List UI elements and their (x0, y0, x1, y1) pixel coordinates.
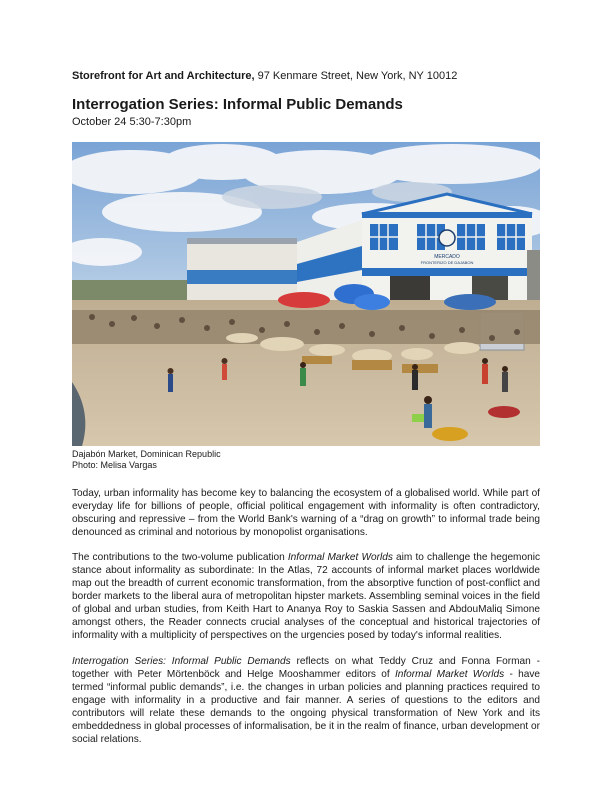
p3-name-teddy-cruz: Teddy Cruz (378, 656, 433, 667)
venue-address: 97 Kenmare Street, New York, NY 10012 (254, 70, 458, 82)
p3-name-helge-mooshammer: Helge Mooshammer (247, 669, 341, 680)
caption-location: Dajabón Market, Dominican Republic (72, 449, 221, 459)
caption-credit: Photo: Melisa Vargas (72, 460, 157, 470)
p3-name-peter-mortenbock: Peter Mörtenböck (137, 669, 220, 680)
p3-text-1: reflects on what (290, 656, 379, 667)
building-sign-line2: FRONTERIZO DE DAJABON (420, 260, 474, 265)
market-photo (72, 142, 540, 446)
body-paragraph-1: Today, urban informality has become key to balancing the ecosystem of a globalised world. While part of everyday life for billions of people, official political engagement with informality is often contradictory, obscuring and repressive – from the World Bank's warning of a “drag on growth” to informal trade being denounced as criminal and notorious by monopolist organisations. (72, 488, 540, 538)
body-paragraph-3 (72, 655, 540, 746)
venue-name: Storefront for Art and Architecture, (72, 70, 255, 82)
p3-text-3: - together with (72, 656, 540, 680)
p3-text-4: and (219, 669, 248, 680)
p2-text-after: aim to challenge the hegemonic stance about informality as subordinate: In the Atlas, 72 accounts of informal market places worldwide map out the breadth of current economic transformation, from the absorptive function of post-conflict and border markets to the liberal aura of metropolitan hipster markets. Assembling seminal voices in the field of global and urban studies, from Keith Hart to Ananya Roy to Saskia Sassen and AbdouMaliq Simone amongst others, the Reader connects crucial analyses of the conceptual and historical trajectories of informality with a multiplicity of perspectives on the urgencies posed by today's informal realities. (72, 552, 540, 641)
p3-series-title: Interrogation Series: Informal Public Demands (72, 656, 291, 667)
event-title: Interrogation Series: Informal Public Demands (72, 96, 403, 113)
building-sign-line1: MERCADO (434, 254, 460, 260)
venue-line (72, 70, 457, 83)
p3-book-title: Informal Market Worlds (394, 669, 505, 680)
body-paragraph-2 (72, 551, 540, 642)
p3-text-2: and (433, 656, 462, 667)
p3-text-6: - have termed “informal public demands”, i.e. the changes in urban policies and planning practices required to engage with informality in a productive and fair manner. A series of questions to the editors and contributors will relate these demands to the ongoing physical transformation of New York and its embeddedness in global processes of informalisation, be it in the realm of finance, urban development or social relations. (72, 669, 540, 745)
p2-text-before: The contributions to the two-volume publication (72, 552, 288, 563)
p3-text-5: editors of (340, 669, 395, 680)
photo-caption (72, 449, 221, 471)
event-date: October 24 5:30-7:30pm (72, 116, 192, 128)
p2-book-title: Informal Market Worlds (287, 552, 393, 563)
p3-name-fonna-forman: Fonna Forman (461, 656, 531, 667)
